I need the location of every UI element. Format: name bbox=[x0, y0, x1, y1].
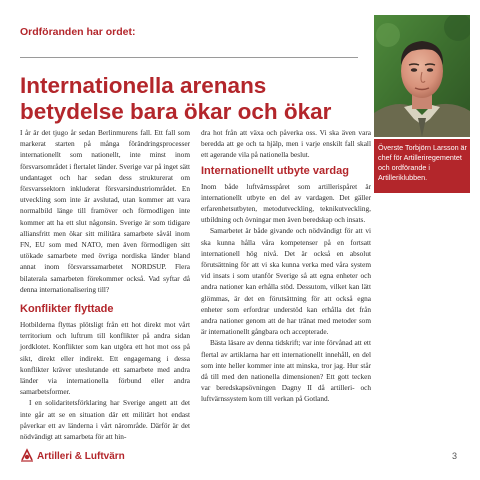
paragraph: Samarbetet är både givande och nödvändigt för att vi ska kunna hålla våra kompetenser på en fortsatt internationell hög nivå. Det är också en absolut förutsättning för att vi ska kunna verka med våra system vid insats i som utanför Sverige så att egna enheter och andra nationer kan erhålla stöd. Dessutom, vilket kan lätt glömmas, är det en förutsättning för att också egna enheter som erfordrar understöd kan erhålla det från andra nationer genom att de har tränat med metoder som är internationellt gångbara och accepterade. bbox=[201, 226, 371, 337]
subheading: Internationellt utbyte vardag bbox=[201, 164, 349, 177]
paragraph: dra hot från att växa och påverka oss. Vi ska även vara beredda att ge och ta hjälp, men i varje enskilt fall skall ett agerande vila på nationella beslut. bbox=[201, 128, 371, 160]
article-column-1 bbox=[20, 127, 190, 442]
paragraph: I en solidaritetsförklaring har Sverige angett att det inte går att se en situation där ett militärt hot endast påverkar ett av länderna i vårt närområde. Därför är det nödvändigt att samarbeta för att hin- bbox=[20, 398, 190, 442]
section-kicker: Ordföranden har ordet: bbox=[20, 26, 136, 38]
paragraph: Hotbilderna flyttas plötsligt från ett hot direkt mot vårt territorium och luftrum till konflikter på andra sidan jordklotet. Konflikter som kan utgöra ett hot mot oss på sikt, direkt eller indirekt. Ett engagemang i dessa konflikter kräver uteslutande ett samarbete med andra länder via internationella förbund eller andra samarbetsformer. bbox=[20, 320, 190, 397]
artillery-emblem-icon bbox=[20, 448, 34, 465]
photo-caption: Överste Torbjörn Larsson är chef för Artilleriregementet och ordförande i Artilleriklubben. bbox=[374, 139, 470, 193]
magazine-brand bbox=[20, 448, 125, 465]
paragraph: Bästa läsare av denna tidskrift; var inte förvånad att ett flertal av artiklarna har ett internationellt innehåll, en del som inte heller kommer inte att minska, tror jag. Hur står då till med den nationella dimensionen? Ett gott tecken var beredskapsövningen Dagny II då artilleri- och luftvärnssystem kom till verkan på Gotland. bbox=[201, 338, 371, 404]
article-headline: Internationella arenans betydelse bara ökar och ökar bbox=[20, 73, 332, 124]
header-divider bbox=[20, 57, 358, 58]
article-column-2 bbox=[201, 127, 371, 405]
page-number: 3 bbox=[452, 451, 458, 461]
paragraph: Inom både luftvärnsspåret som artillerispåret är internationellt utbyte en del av vardagen. Det gäller erfarenhetsutbyten, metodutveckling, teknikutveckling, utbildning och övningar men även beredskap och insats. bbox=[201, 181, 371, 225]
brand-name: Artilleri & Luftvärn bbox=[37, 451, 125, 462]
subheading: Konflikter flyttade bbox=[20, 303, 114, 316]
author-portrait bbox=[374, 15, 470, 137]
paragraph: I år är det tjugo år sedan Berlinmurens fall. Ett fall som markerat starten på många förändringsprocesser internationellt som nationellt, inte minst inom försvarsområdet i flertalet länder. Sverige var på inget sätt undantaget och har sedan dess strukturerat om försvarssektorn inkluderat försvarsindustriområdet. En utveckling som inte är avslutad, utan kommer att vara normalbild länge till framöver och förmodligen inte kommer att ha ett slut någonsin. Sverige är som tidigare alliansfritt men ökar sitt militära samarbete såväl inom FN, EU som med NATO, men även förmodligen sitt utökade samarbete med övriga nordiska länder bland annat inom försvarssamarbetet NORDSUP. Flera bilaterala samarbeten förekommer också. Vad syftar då denna internationalisering till? bbox=[20, 128, 190, 294]
